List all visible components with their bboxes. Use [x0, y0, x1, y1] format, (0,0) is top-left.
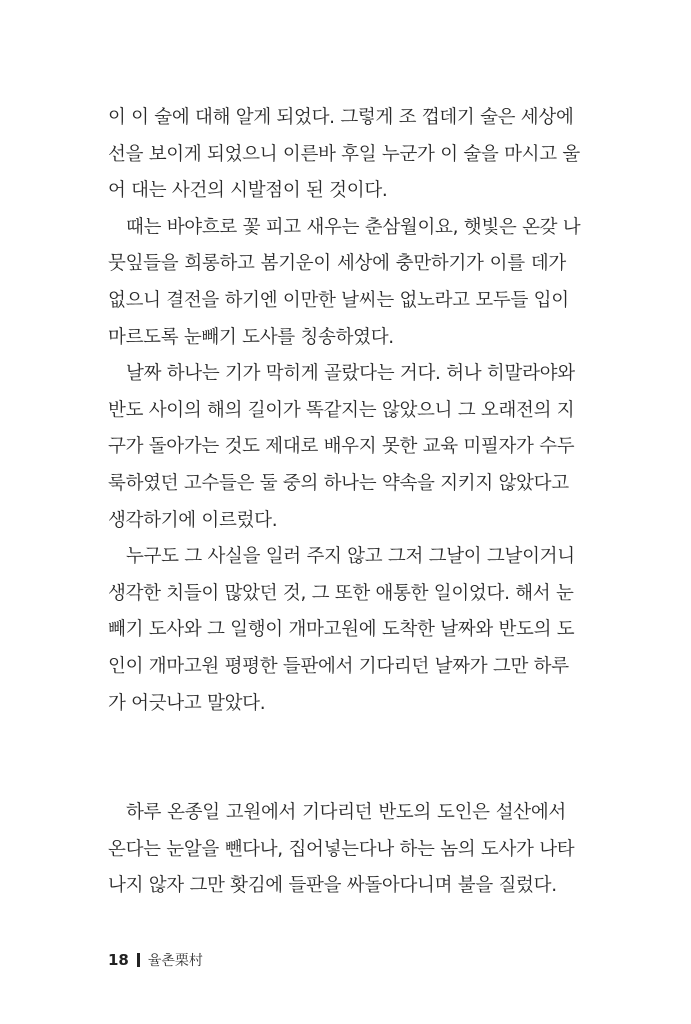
text-line: 인이 개마고원 평평한 들판에서 기다리던 날짜가 그만 하루 — [108, 655, 569, 677]
text-line: 룩하였던 고수들은 둘 중의 하나는 약속을 지키지 않았다고 — [108, 472, 569, 494]
page-number: 18 — [108, 951, 129, 969]
text-line: 마르도록 눈빼기 도사를 칭송하였다. — [108, 326, 394, 348]
text-line: 구가 돌아가는 것도 제대로 배우지 못한 교육 미필자가 수두 — [108, 436, 575, 458]
paragraph — [108, 210, 581, 356]
text-line: 어 대는 사건의 시발점이 된 것이다. — [108, 180, 388, 202]
text-line: 하루 온종일 고원에서 기다리던 반도의 도인은 설산에서 — [126, 802, 566, 824]
body-text — [108, 100, 581, 905]
text-line: 누구도 그 사실을 일러 주지 않고 그저 그날이 그날이거니 — [126, 546, 575, 568]
text-line: 이 이 술에 대해 알게 되었다. 그렇게 조 껍데기 술은 세상에 — [108, 107, 574, 128]
book-title: 율촌栗村 — [147, 953, 203, 969]
page-footer — [108, 950, 203, 970]
text-line: 생각한 치들이 많았던 것, 그 또한 애통한 일이었다. 해서 눈 — [108, 582, 574, 604]
paragraph — [108, 100, 580, 210]
text-line: 없으니 결전을 하기엔 이만한 날씨는 없노라고 모두들 입이 — [108, 289, 569, 311]
paragraph — [108, 356, 575, 539]
text-line: 가 어긋나고 말았다. — [108, 692, 266, 714]
footer-divider — [137, 953, 140, 967]
text-line: 나지 않자 그만 홧김에 들판을 싸돌아다니며 불을 질렀다. — [108, 875, 557, 897]
text-line: 때는 바야흐로 꽃 피고 새우는 춘삼월이요, 햇빛은 온갖 나 — [126, 216, 581, 238]
text-line: 뭇잎들을 희롱하고 봄기운이 세상에 충만하기가 이를 데가 — [108, 253, 566, 275]
text-line: 생각하기에 이르렀다. — [108, 509, 278, 531]
section-break — [108, 722, 566, 795]
paragraph — [108, 795, 575, 905]
paragraph — [108, 539, 575, 722]
text-line: 빼기 도사와 그 일행이 개마고원에 도착한 날짜와 반도의 도 — [108, 619, 575, 641]
text-line: 선을 보이게 되었으니 이른바 후일 누군가 이 술을 마시고 울 — [108, 143, 580, 165]
text-line: 반도 사이의 해의 길이가 똑같지는 않았으니 그 오래전의 지 — [108, 399, 575, 421]
text-line: 온다는 눈알을 뺀다나, 집어넣는다나 하는 놈의 도사가 나타 — [108, 838, 575, 860]
text-line: 날짜 하나는 기가 막히게 골랐다는 거다. 허나 히말라야와 — [126, 363, 575, 385]
